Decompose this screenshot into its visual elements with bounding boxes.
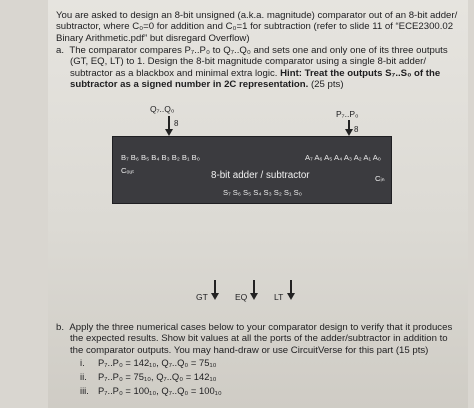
p-bus-width: 8 bbox=[354, 125, 359, 134]
eq-output-wire bbox=[253, 280, 255, 294]
hint-text: subtractor as a signed number in 2C representation. bbox=[70, 79, 309, 91]
p-input-label: P₇..P₀ bbox=[336, 109, 359, 119]
gt-arrow-icon bbox=[211, 293, 219, 300]
gt-output-wire bbox=[214, 280, 216, 294]
a-input-ports: A₇ A₆ A₅ A₄ A₃ A₂ A₁ A₀ bbox=[305, 153, 381, 162]
list-item-text: P₇..P₀ = 142₁₀, Q₇..Q₀ = 75₁₀ bbox=[98, 357, 217, 368]
b-input-ports: B₇ B₆ B₅ B₄ B₃ B₂ B₁ B₀ bbox=[121, 153, 200, 162]
part-a-marker: a. bbox=[56, 45, 65, 56]
part-b-line bbox=[56, 322, 452, 333]
sum-output-ports: S₇ S₆ S₅ S₄ S₃ S₂ S₁ S₀ bbox=[223, 188, 302, 197]
part-a bbox=[56, 45, 448, 91]
block-title: 8-bit adder / subtractor bbox=[211, 170, 310, 181]
intro-line: You are asked to design an 8-bit unsigned (a.k.a. magnitude) comparator out of an 8-bit adder/ bbox=[56, 10, 458, 21]
list-item bbox=[80, 385, 222, 396]
list-item-number: ii. bbox=[80, 371, 87, 382]
p-arrow-icon bbox=[345, 129, 353, 136]
part-a-text: The comparator compares P₇..P₀ to Q₇..Q₀ and sets one and only one of its three outputs bbox=[69, 45, 448, 56]
lt-output-label: LT bbox=[274, 292, 284, 302]
carry-in-port: Cᵢₙ bbox=[375, 174, 385, 183]
lt-output-wire bbox=[290, 280, 292, 294]
eq-arrow-icon bbox=[250, 293, 258, 300]
part-b-line: the comparator outputs. You may hand-draw or use CircuitVerse for this part (15 pts) bbox=[70, 344, 429, 356]
q-input-wire bbox=[168, 116, 170, 130]
part-a-line bbox=[56, 68, 448, 79]
points-text: (25 pts) bbox=[310, 79, 344, 91]
part-a-line: (GT, EQ, LT) to 1. Design the 8-bit magnitude comparator using a single 8-bit adder/ bbox=[70, 56, 427, 68]
intro-paragraph bbox=[56, 10, 457, 44]
part-b bbox=[56, 322, 452, 356]
q-arrow-icon bbox=[165, 129, 173, 136]
part-b-line: the expected results. Show bit values at all the ports of the adder/subtractor in addition to bbox=[70, 333, 448, 345]
lt-arrow-icon bbox=[287, 293, 295, 300]
adder-subtractor-block bbox=[112, 136, 392, 204]
list-item bbox=[80, 371, 217, 382]
list-item-number: iii. bbox=[80, 385, 89, 396]
intro-line: subtractor, where C₀=0 for addition and C₀=1 for subtraction (refer to slide 11 of “ECE2300.02 bbox=[56, 21, 454, 33]
part-b-text: Apply the three numerical cases below to your comparator design to verify that it produces bbox=[69, 322, 453, 333]
carry-out-port: Cₒᵤₜ bbox=[121, 166, 135, 175]
intro-line: Binary Arithmetic.pdf” but disregard Overflow) bbox=[56, 32, 250, 44]
list-item-text: P₇..P₀ = 75₁₀, Q₇..Q₀ = 142₁₀ bbox=[98, 371, 217, 382]
eq-output-label: EQ bbox=[235, 292, 248, 302]
part-a-text: subtractor as a blackbox and minimal extra logic. bbox=[70, 67, 278, 79]
gt-output-label: GT bbox=[196, 292, 208, 302]
list-item-number: i. bbox=[80, 357, 85, 368]
part-a-line bbox=[56, 79, 448, 90]
list-item bbox=[80, 357, 217, 368]
q-input-label: Q₇..Q₀ bbox=[150, 104, 175, 114]
part-b-marker: b. bbox=[56, 322, 65, 333]
list-item-text: P₇..P₀ = 100₁₀, Q₇..Q₀ = 100₁₀ bbox=[98, 385, 222, 396]
hint-text: Hint: Treat the outputs S₇..S₀ of the bbox=[280, 67, 441, 79]
q-bus-width: 8 bbox=[174, 119, 179, 128]
part-a-line bbox=[56, 45, 448, 56]
